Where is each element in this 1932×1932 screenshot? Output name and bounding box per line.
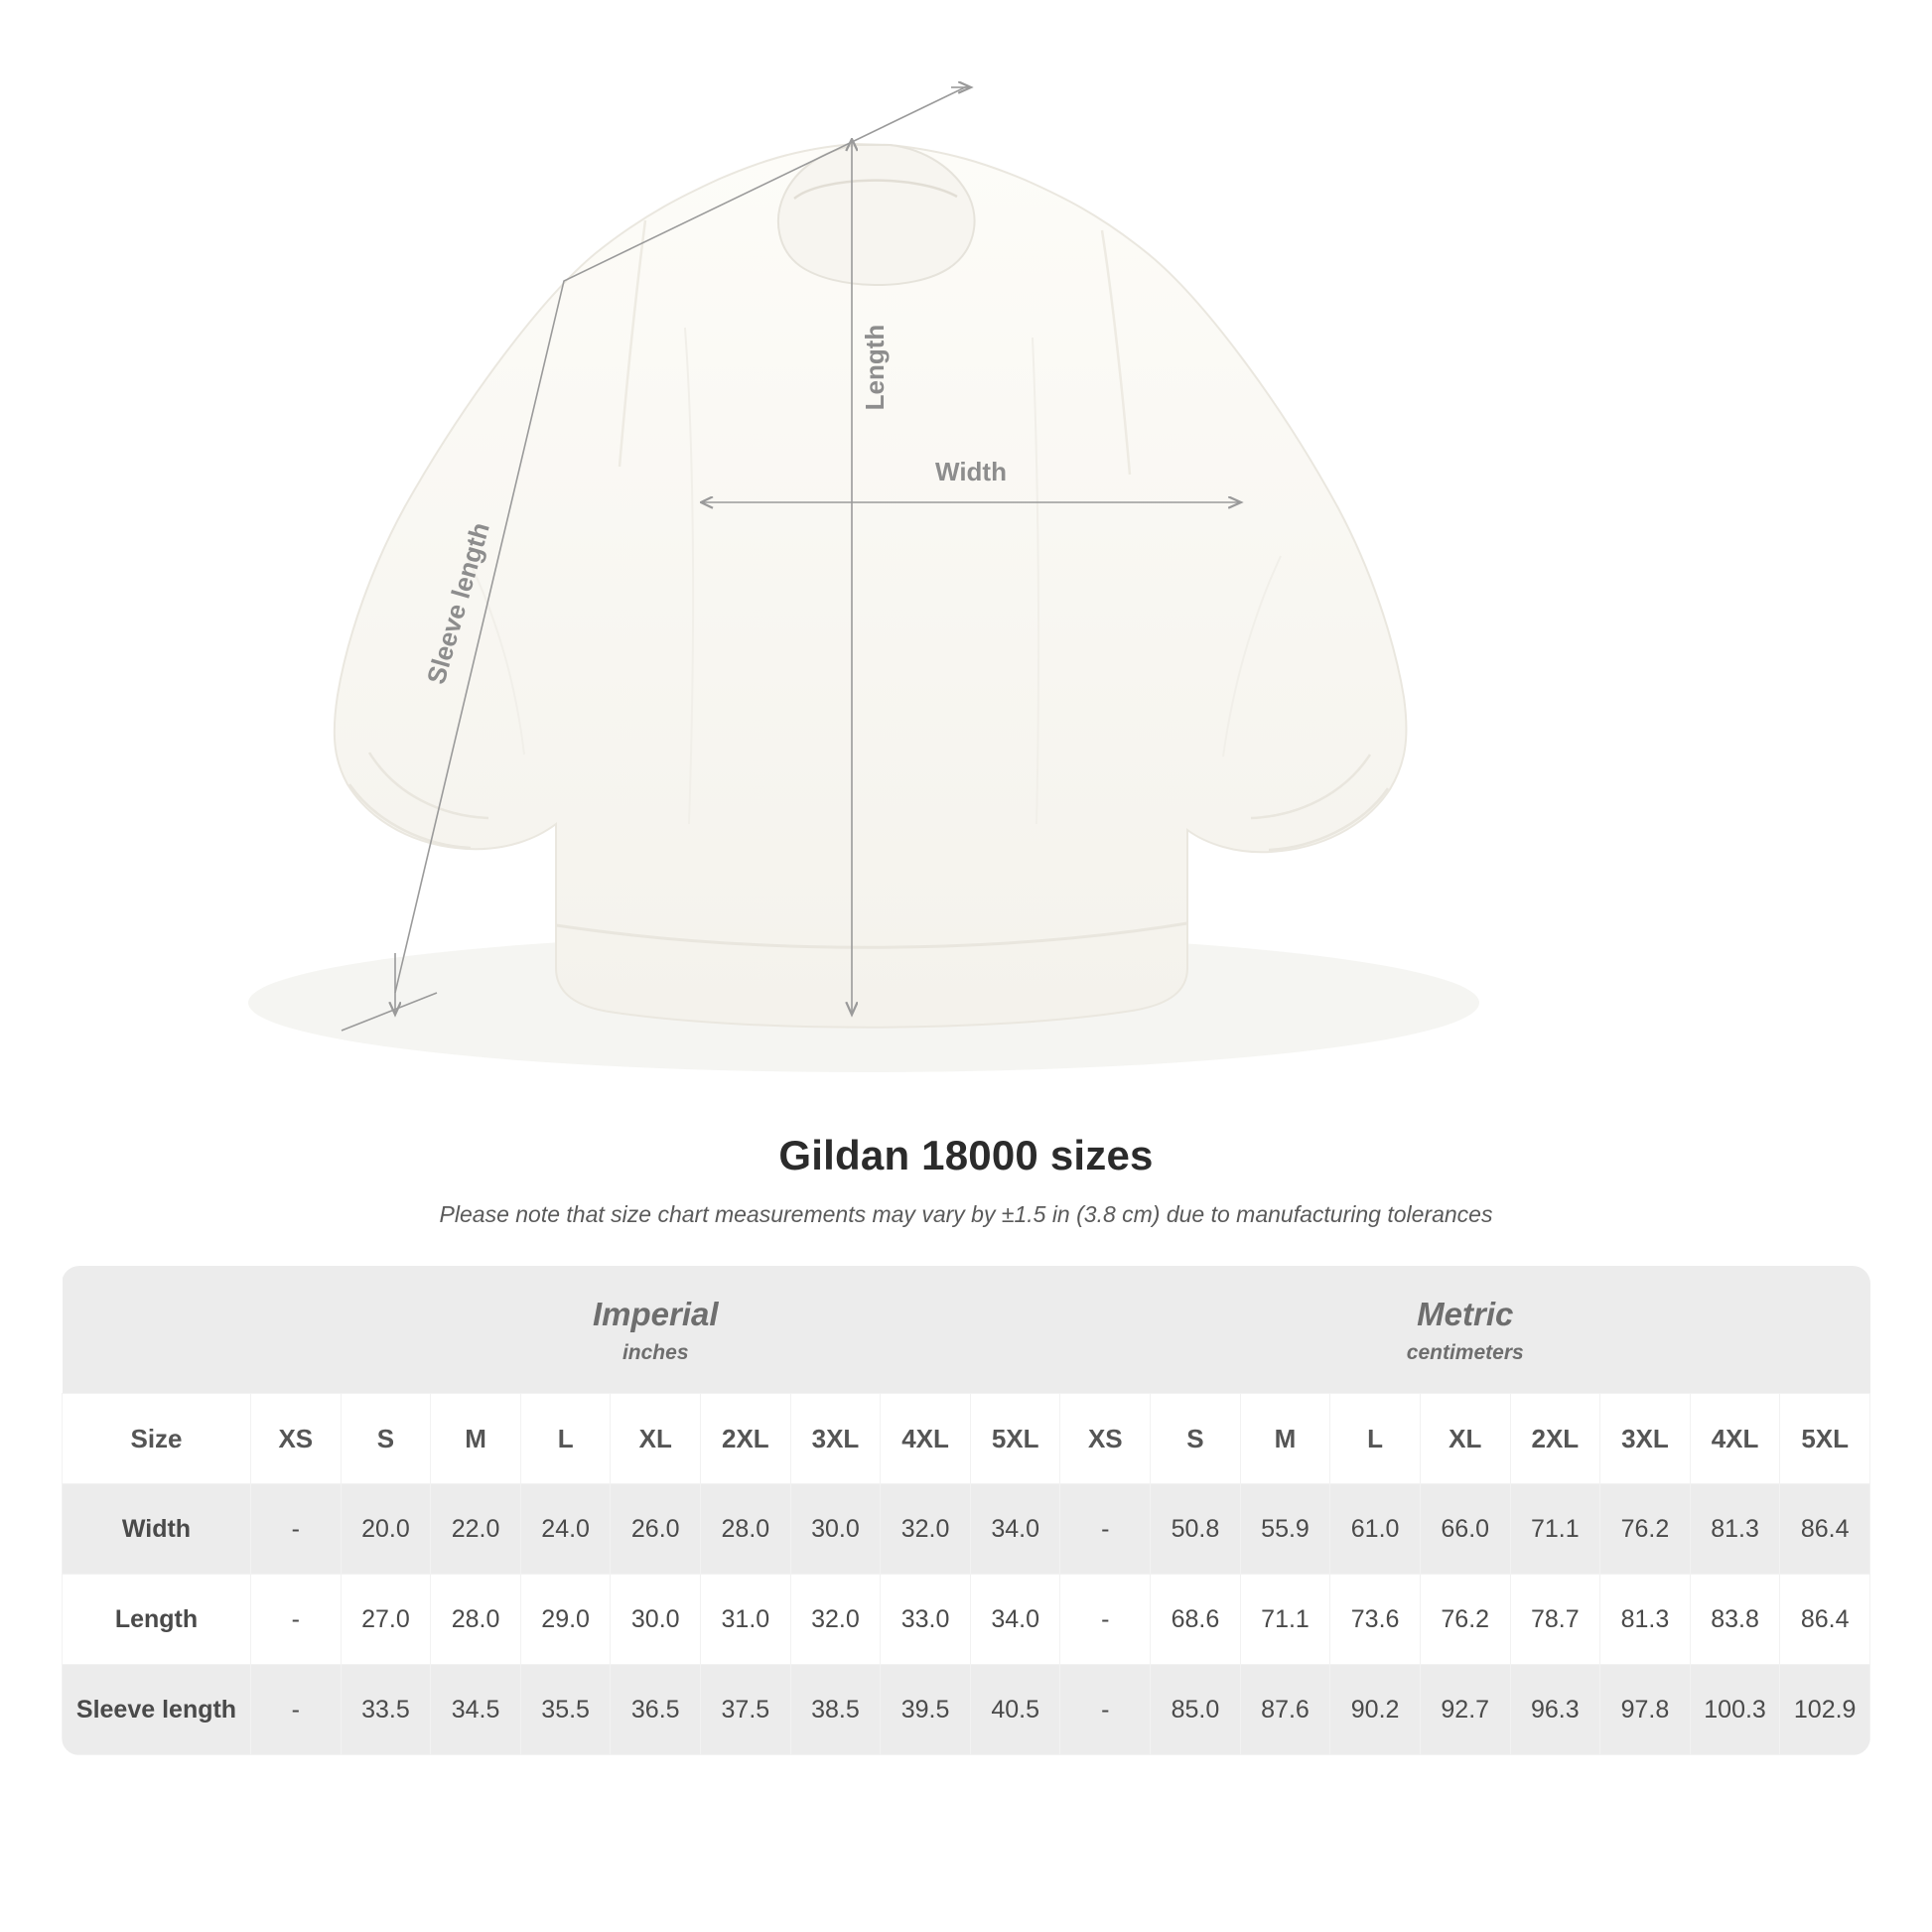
- imperial-unit-cell: [251, 1266, 1060, 1394]
- size-column-header: 2XL: [1510, 1394, 1600, 1484]
- measurement-cell: 71.1: [1240, 1575, 1330, 1665]
- measurement-cell: 35.5: [520, 1665, 611, 1755]
- measurement-cell: 87.6: [1240, 1665, 1330, 1755]
- size-column-header: XL: [1420, 1394, 1510, 1484]
- measurement-row-label: Width: [63, 1484, 251, 1575]
- measurement-cell: 28.0: [431, 1575, 521, 1665]
- size-column-header: S: [1151, 1394, 1241, 1484]
- size-column-header: 3XL: [1600, 1394, 1691, 1484]
- imperial-unit-sub: inches: [621, 1341, 689, 1364]
- unit-spacer-cell: [63, 1266, 251, 1394]
- unit-header-row: [63, 1266, 1870, 1394]
- measurement-cell: 92.7: [1420, 1665, 1510, 1755]
- metric-unit-sub: centimeters: [1406, 1341, 1524, 1364]
- sweatshirt-shape: [335, 144, 1407, 1028]
- measurement-cell: 68.6: [1151, 1575, 1241, 1665]
- measurement-cell: 34.0: [970, 1484, 1060, 1575]
- size-column-header: M: [1240, 1394, 1330, 1484]
- measurement-cell: 34.5: [431, 1665, 521, 1755]
- measurement-cell: 33.5: [341, 1665, 431, 1755]
- size-column-header: 2XL: [701, 1394, 791, 1484]
- measurement-cell: 32.0: [790, 1575, 881, 1665]
- measurement-cell: 78.7: [1510, 1575, 1600, 1665]
- page-title: Gildan 18000 sizes: [778, 1132, 1154, 1178]
- size-column-header: S: [341, 1394, 431, 1484]
- length-label: Length: [860, 324, 890, 411]
- measurement-cell: 30.0: [611, 1575, 701, 1665]
- size-column-header: XL: [611, 1394, 701, 1484]
- measurement-cell: 30.0: [790, 1484, 881, 1575]
- measurement-cell: -: [251, 1575, 342, 1665]
- imperial-unit-name: Imperial: [592, 1296, 719, 1332]
- title-block: [0, 1132, 1932, 1228]
- measurement-cell: 24.0: [520, 1484, 611, 1575]
- measurement-cell: 86.4: [1780, 1575, 1870, 1665]
- size-table-wrapper: [62, 1266, 1870, 1755]
- size-header-cell: Size: [63, 1394, 251, 1484]
- measurement-cell: 76.2: [1600, 1484, 1691, 1575]
- size-column-header: L: [1330, 1394, 1421, 1484]
- measurement-cell: 27.0: [341, 1575, 431, 1665]
- width-label: Width: [935, 457, 1007, 486]
- measurement-cell: 76.2: [1420, 1575, 1510, 1665]
- size-column-header: XS: [1060, 1394, 1151, 1484]
- measurement-cell: 73.6: [1330, 1575, 1421, 1665]
- size-column-header: 3XL: [790, 1394, 881, 1484]
- size-column-header: L: [520, 1394, 611, 1484]
- measurement-cell: 28.0: [701, 1484, 791, 1575]
- measurement-cell: -: [1060, 1484, 1151, 1575]
- measurement-cell: 61.0: [1330, 1484, 1421, 1575]
- measurement-cell: 102.9: [1780, 1665, 1870, 1755]
- measurement-cell: -: [251, 1665, 342, 1755]
- measurement-cell: 85.0: [1151, 1665, 1241, 1755]
- measurement-cell: 38.5: [790, 1665, 881, 1755]
- measurement-row-label: Sleeve length: [63, 1665, 251, 1755]
- size-column-header: XS: [251, 1394, 342, 1484]
- measurement-cell: -: [1060, 1575, 1151, 1665]
- column-header-row: [63, 1394, 1870, 1484]
- table-row: [63, 1665, 1870, 1755]
- measurement-cell: 36.5: [611, 1665, 701, 1755]
- measurement-cell: 26.0: [611, 1484, 701, 1575]
- measurement-cell: 20.0: [341, 1484, 431, 1575]
- tolerance-note: Please note that size chart measurements may vary by ±1.5 in (3.8 cm) due to manufacturing tolerances: [439, 1201, 1493, 1227]
- measurement-cell: 81.3: [1600, 1575, 1691, 1665]
- measurement-cell: 39.5: [881, 1665, 971, 1755]
- measurement-cell: 29.0: [520, 1575, 611, 1665]
- measurement-cell: 83.8: [1690, 1575, 1780, 1665]
- size-column-header: 4XL: [1690, 1394, 1780, 1484]
- table-row: [63, 1575, 1870, 1665]
- measurement-cell: 100.3: [1690, 1665, 1780, 1755]
- measurement-cell: 66.0: [1420, 1484, 1510, 1575]
- measurement-cell: 33.0: [881, 1575, 971, 1665]
- size-column-header: 5XL: [1780, 1394, 1870, 1484]
- measurement-cell: 71.1: [1510, 1484, 1600, 1575]
- measurement-cell: -: [1060, 1665, 1151, 1755]
- measurement-cell: 50.8: [1151, 1484, 1241, 1575]
- table-row: [63, 1484, 1870, 1575]
- measurement-cell: 55.9: [1240, 1484, 1330, 1575]
- measurement-cell: 32.0: [881, 1484, 971, 1575]
- measurement-cell: 86.4: [1780, 1484, 1870, 1575]
- metric-unit-name: Metric: [1417, 1296, 1514, 1332]
- size-column-header: 5XL: [970, 1394, 1060, 1484]
- measurement-cell: 96.3: [1510, 1665, 1600, 1755]
- measurement-cell: 22.0: [431, 1484, 521, 1575]
- measurement-cell: 81.3: [1690, 1484, 1780, 1575]
- measurement-cell: 90.2: [1330, 1665, 1421, 1755]
- sleeve-length-label: Sleeve length: [420, 518, 495, 688]
- metric-unit-cell: [1060, 1266, 1870, 1394]
- measurement-cell: 37.5: [701, 1665, 791, 1755]
- measurement-cell: 34.0: [970, 1575, 1060, 1665]
- measurement-row-label: Length: [63, 1575, 251, 1665]
- measurement-cell: 40.5: [970, 1665, 1060, 1755]
- measurement-cell: 97.8: [1600, 1665, 1691, 1755]
- size-column-header: M: [431, 1394, 521, 1484]
- measurement-cell: 31.0: [701, 1575, 791, 1665]
- size-table: [62, 1266, 1870, 1755]
- measurement-cell: -: [251, 1484, 342, 1575]
- size-column-header: 4XL: [881, 1394, 971, 1484]
